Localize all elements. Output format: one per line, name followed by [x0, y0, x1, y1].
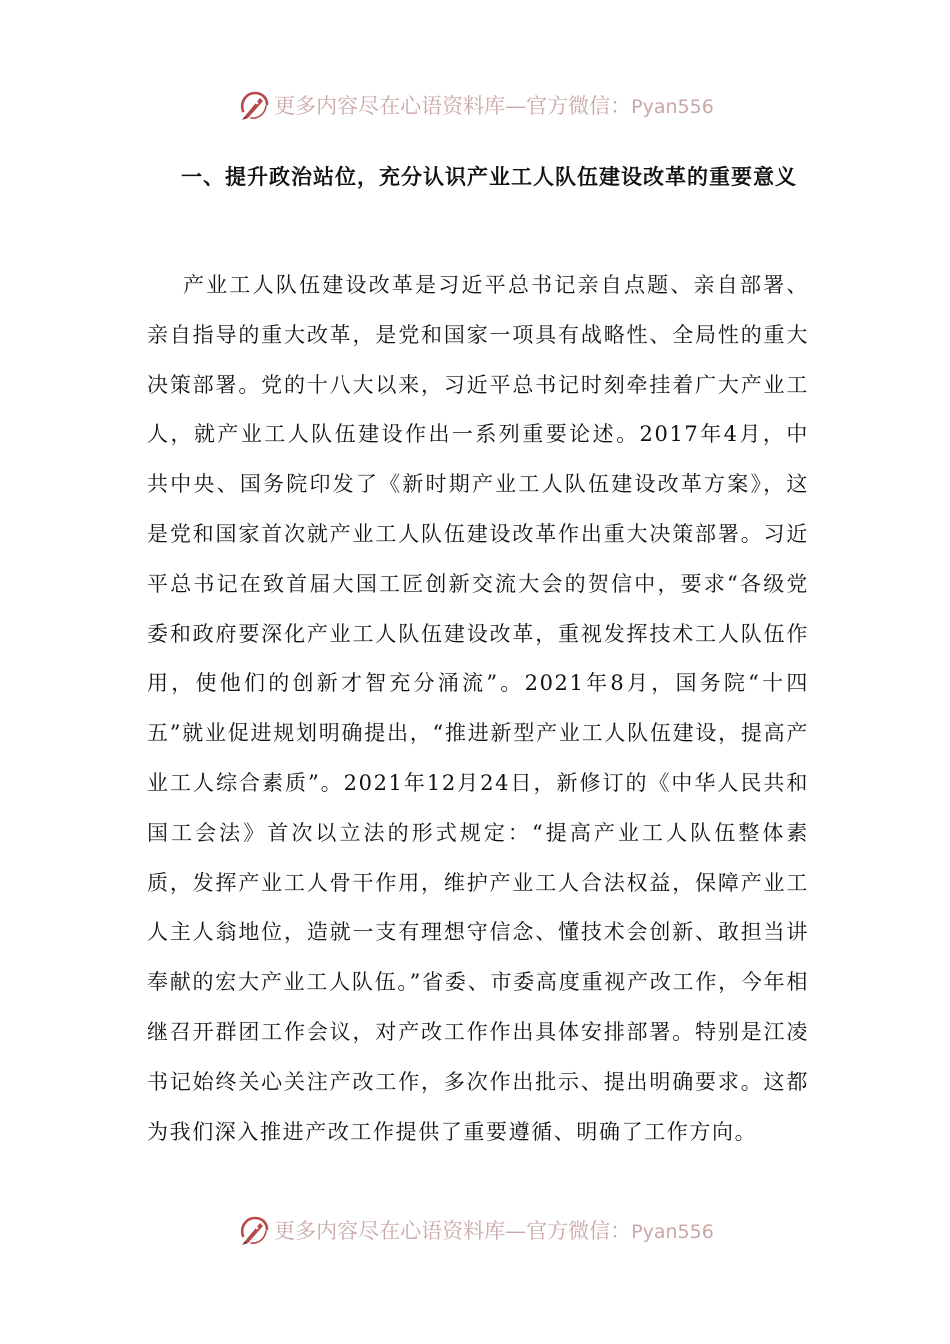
watermark-text: 更多内容尽在心语资料库—官方微信：Pyan556	[274, 94, 714, 118]
watermark-handle: Pyan556	[631, 1221, 714, 1243]
watermark-header	[0, 85, 950, 125]
pen-nib-circle-icon	[236, 1213, 270, 1247]
section-heading: 一、提升政治站位，充分认识产业工人队伍建设改革的重要意义	[181, 165, 797, 189]
watermark-footer	[0, 1210, 950, 1250]
pen-nib-circle-icon	[236, 88, 270, 122]
watermark-handle: Pyan556	[631, 96, 714, 118]
body-paragraph: 产业工人队伍建设改革是习近平总书记亲自点题、亲自部署、亲自指导的重大改革，是党和国家一项具有战略性、全局性的重大决策部署。党的十八大以来，习近平总书记时刻牵挂着广大产业工人，就产业工人队伍建设作出一系列重要论述。2017年4月，中共中央、国务院印发了《新时期产业工人队伍建设改革方案》，这是党和国家首次就产业工人队伍建设改革作出重大决策部署。习近平总书记在致首届大国工匠创新交流大会的贺信中，要求“各级党委和政府要深化产业工人队伍建设改革，重视发挥技术工人队伍作用，使他们的创新才智充分涌流”。2021年8月，国务院“十四五”就业促进规划明确提出，“推进新型产业工人队伍建设，提高产业工人综合素质”。2021年12月24日，新修订的《中华人民共和国工会法》首次以立法的形式规定：“提高产业工人队伍整体素质，发挥产业工人骨干作用，维护产业工人合法权益，保障产业工人主人翁地位，造就一支有理想守信念、懂技术会创新、敢担当讲奉献的宏大产业工人队伍。”省委、市委高度重视产改工作，今年相继召开群团工作会议，对产改工作作出具体安排部署。特别是江凌书记始终关心关注产改工作，多次作出批示、提出明确要求。这都为我们深入推进产改工作提供了重要遵循、明确了工作方向。	[147, 273, 809, 1144]
watermark-text: 更多内容尽在心语资料库—官方微信：Pyan556	[274, 1219, 714, 1243]
